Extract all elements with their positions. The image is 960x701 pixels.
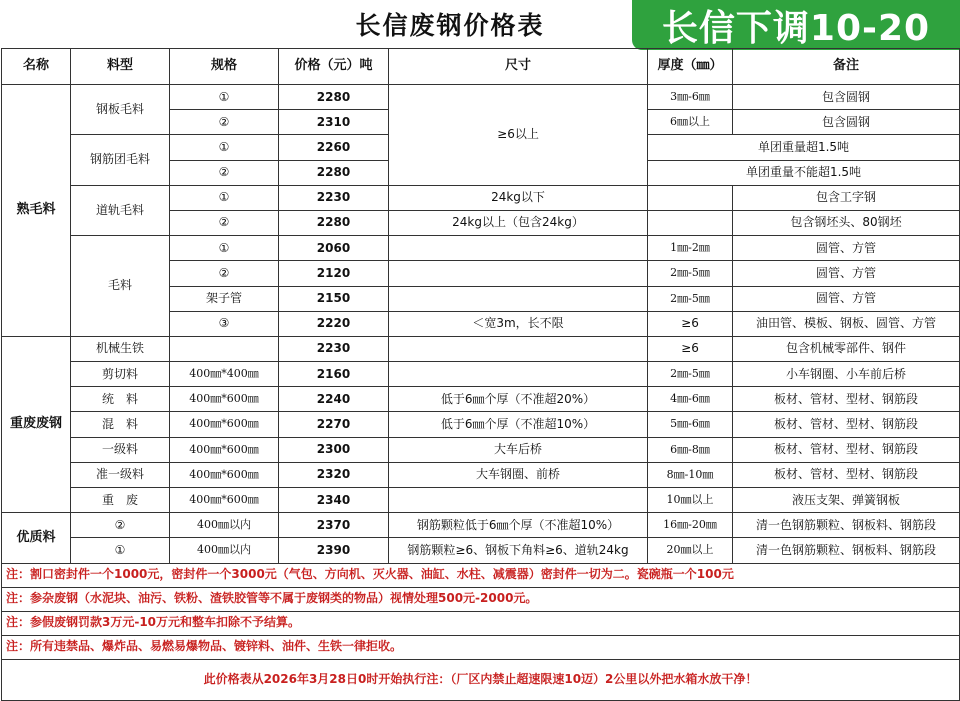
price-cell: 2300 <box>279 437 389 462</box>
category-cell: 重废废钢 <box>2 336 71 512</box>
remark-cell: 板材、管材、型材、钢筋段 <box>733 412 960 437</box>
title-text: 长信废钢价格表 <box>355 11 545 40</box>
thickness-cell: 1㎜-2㎜ <box>648 236 733 261</box>
remark-cell: 板材、管材、型材、钢筋段 <box>733 387 960 412</box>
price-cell: 2240 <box>279 387 389 412</box>
spec-cell: 400㎜以内 <box>170 538 279 563</box>
size-cell: 钢筋颗粒低于6㎜个厚（不准超10%） <box>389 513 648 538</box>
header-spec: 规格 <box>170 49 279 85</box>
material-cell: ② <box>71 513 170 538</box>
header-thickness: 厚度（㎜） <box>648 49 733 85</box>
size-cell <box>389 362 648 387</box>
header-remarks: 备注 <box>733 49 960 85</box>
table-row <box>2 336 960 361</box>
table-row <box>2 412 960 437</box>
remark-cell: 圆管、方管 <box>733 236 960 261</box>
material-cell: 毛料 <box>71 236 170 337</box>
price-cell: 2120 <box>279 261 389 286</box>
thickness-cell: 6㎜-8㎜ <box>648 437 733 462</box>
size-cell: 大车钢圈、前桥 <box>389 462 648 487</box>
remark-cell: 包含工字钢 <box>733 185 960 210</box>
material-cell: 机械生铁 <box>71 336 170 361</box>
spec-cell: ③ <box>170 311 279 336</box>
spec-cell: ① <box>170 185 279 210</box>
price-cell: 2280 <box>279 85 389 110</box>
material-cell: 道轨毛料 <box>71 185 170 235</box>
price-cell: 2230 <box>279 336 389 361</box>
remark-cell: 圆管、方管 <box>733 286 960 311</box>
note-4: 注：所有违禁品、爆炸品、易燃易爆物品、镀锌料、油件、生铁一律拒收。 <box>2 635 960 659</box>
table-row <box>2 488 960 513</box>
header-name: 名称 <box>2 49 71 85</box>
footer-row <box>2 659 960 700</box>
remark-cell: 小车钢圈、小车前后桥 <box>733 362 960 387</box>
size-cell <box>389 286 648 311</box>
material-cell: 混 料 <box>71 412 170 437</box>
thickness-cell: 2㎜-5㎜ <box>648 286 733 311</box>
footer-notice: 此价格表从2026年3月28日0时开始执行注：（厂区内禁止超速限速10迈）2公里以外把水箱水放干净！ <box>2 659 960 700</box>
table-row <box>2 437 960 462</box>
table-row <box>2 462 960 487</box>
table-row <box>2 85 960 110</box>
material-cell: 一级料 <box>71 437 170 462</box>
price-cell: 2280 <box>279 210 389 235</box>
price-cell: 2150 <box>279 286 389 311</box>
size-cell <box>389 261 648 286</box>
material-cell: 钢筋团毛料 <box>71 135 170 185</box>
table-row <box>2 387 960 412</box>
price-change-badge <box>632 0 960 50</box>
thickness-cell <box>648 185 733 210</box>
price-cell: 2160 <box>279 362 389 387</box>
spec-cell: 400㎜*600㎜ <box>170 462 279 487</box>
remark-cell: 圆管、方管 <box>733 261 960 286</box>
thickness-cell: 8㎜-10㎜ <box>648 462 733 487</box>
size-cell: 低于6㎜个厚（不准超10%） <box>389 412 648 437</box>
badge-text: 长信下调10-20 <box>661 7 931 49</box>
table-row <box>2 513 960 538</box>
size-cell <box>389 488 648 513</box>
category-cell: 熟毛料 <box>2 85 71 337</box>
price-cell: 2270 <box>279 412 389 437</box>
thickness-cell: 2㎜-5㎜ <box>648 362 733 387</box>
thickness-cell: 16㎜-20㎜ <box>648 513 733 538</box>
note-row <box>2 611 960 635</box>
remark-cell: 包含机械零部件、钢件 <box>733 336 960 361</box>
spec-cell: ② <box>170 261 279 286</box>
thickness-cell: 20㎜以上 <box>648 538 733 563</box>
spec-cell: 400㎜*600㎜ <box>170 412 279 437</box>
price-cell: 2390 <box>279 538 389 563</box>
remark-cell: 清一色钢筋颗粒、钢板料、钢筋段 <box>733 513 960 538</box>
price-cell: 2060 <box>279 236 389 261</box>
remark-cell: 包含钢坯头、80钢坯 <box>733 210 960 235</box>
remark-cell: 清一色钢筋颗粒、钢板料、钢筋段 <box>733 538 960 563</box>
size-cell: 钢筋颗粒≥6、钢板下角料≥6、道轨24kg <box>389 538 648 563</box>
remark-cell: 板材、管材、型材、钢筋段 <box>733 462 960 487</box>
price-cell: 2280 <box>279 160 389 185</box>
note-2: 注：参杂废钢（水泥块、油污、铁粉、渣铁胶管等不属于废钢类的物品）视情处理500元-2000元。 <box>2 587 960 611</box>
material-cell: 统 料 <box>71 387 170 412</box>
note-row <box>2 635 960 659</box>
size-cell: 大车后桥 <box>389 437 648 462</box>
thickness-cell: 5㎜-6㎜ <box>648 412 733 437</box>
note-row <box>2 587 960 611</box>
note-1: 注：割口密封件一个1000元，密封件一个3000元（气包、方向机、灭火器、油缸、水柱、减震器）密封件一切为二。瓷碗瓶一个100元 <box>2 563 960 587</box>
spec-cell: 400㎜以内 <box>170 513 279 538</box>
size-cell <box>389 236 648 261</box>
remark-cell: 油田管、模板、钢板、圆管、方管 <box>733 311 960 336</box>
size-cell <box>389 336 648 361</box>
remark-cell: 包含圆钢 <box>733 85 960 110</box>
table-row <box>2 185 960 210</box>
table-row <box>2 362 960 387</box>
spec-cell: ② <box>170 110 279 135</box>
note-row <box>2 563 960 587</box>
size-cell: 低于6㎜个厚（不准超20%） <box>389 387 648 412</box>
remark-cell: 液压支架、弹簧钢板 <box>733 488 960 513</box>
thickness-cell: 4㎜-6㎜ <box>648 387 733 412</box>
price-cell: 2220 <box>279 311 389 336</box>
price-cell: 2340 <box>279 488 389 513</box>
material-cell: 钢板毛料 <box>71 85 170 135</box>
size-cell: ≥6以上 <box>389 85 648 186</box>
size-cell: 24kg以下 <box>389 185 648 210</box>
spec-cell: ② <box>170 160 279 185</box>
thickness-cell: 3㎜-6㎜ <box>648 85 733 110</box>
spec-cell: 400㎜*400㎜ <box>170 362 279 387</box>
category-cell: 优质料 <box>2 513 71 563</box>
spec-cell: 400㎜*600㎜ <box>170 387 279 412</box>
remark-cell: 单团重量超1.5吨 <box>648 135 960 160</box>
size-cell: 24kg以上（包含24kg） <box>389 210 648 235</box>
price-cell: 2260 <box>279 135 389 160</box>
header-material-type: 料型 <box>71 49 170 85</box>
header-price: 价格（元）吨 <box>279 49 389 85</box>
thickness-cell: 6㎜以上 <box>648 110 733 135</box>
material-cell: ① <box>71 538 170 563</box>
thickness-cell: 10㎜以上 <box>648 488 733 513</box>
remark-cell: 单团重量不能超1.5吨 <box>648 160 960 185</box>
material-cell: 剪切料 <box>71 362 170 387</box>
price-table <box>1 48 960 701</box>
note-3: 注：参假废钢罚款3万元-10万元和整车扣除不予结算。 <box>2 611 960 635</box>
remark-cell: 板材、管材、型材、钢筋段 <box>733 437 960 462</box>
spec-cell: 400㎜*600㎜ <box>170 488 279 513</box>
table-row <box>2 538 960 563</box>
thickness-cell <box>648 210 733 235</box>
thickness-cell: 2㎜-5㎜ <box>648 261 733 286</box>
header-size: 尺寸 <box>389 49 648 85</box>
spec-cell: ① <box>170 85 279 110</box>
spec-cell <box>170 336 279 361</box>
spec-cell: ① <box>170 135 279 160</box>
size-cell: ＜宽3m，长不限 <box>389 311 648 336</box>
spec-cell: ① <box>170 236 279 261</box>
price-cell: 2310 <box>279 110 389 135</box>
header-row <box>2 49 960 85</box>
table-row <box>2 236 960 261</box>
thickness-cell: ≥6 <box>648 311 733 336</box>
spec-cell: 架子管 <box>170 286 279 311</box>
price-cell: 2230 <box>279 185 389 210</box>
thickness-cell: ≥6 <box>648 336 733 361</box>
material-cell: 重 废 <box>71 488 170 513</box>
spec-cell: ② <box>170 210 279 235</box>
remark-cell: 包含圆钢 <box>733 110 960 135</box>
price-cell: 2320 <box>279 462 389 487</box>
price-cell: 2370 <box>279 513 389 538</box>
spec-cell: 400㎜*600㎜ <box>170 437 279 462</box>
material-cell: 准一级料 <box>71 462 170 487</box>
